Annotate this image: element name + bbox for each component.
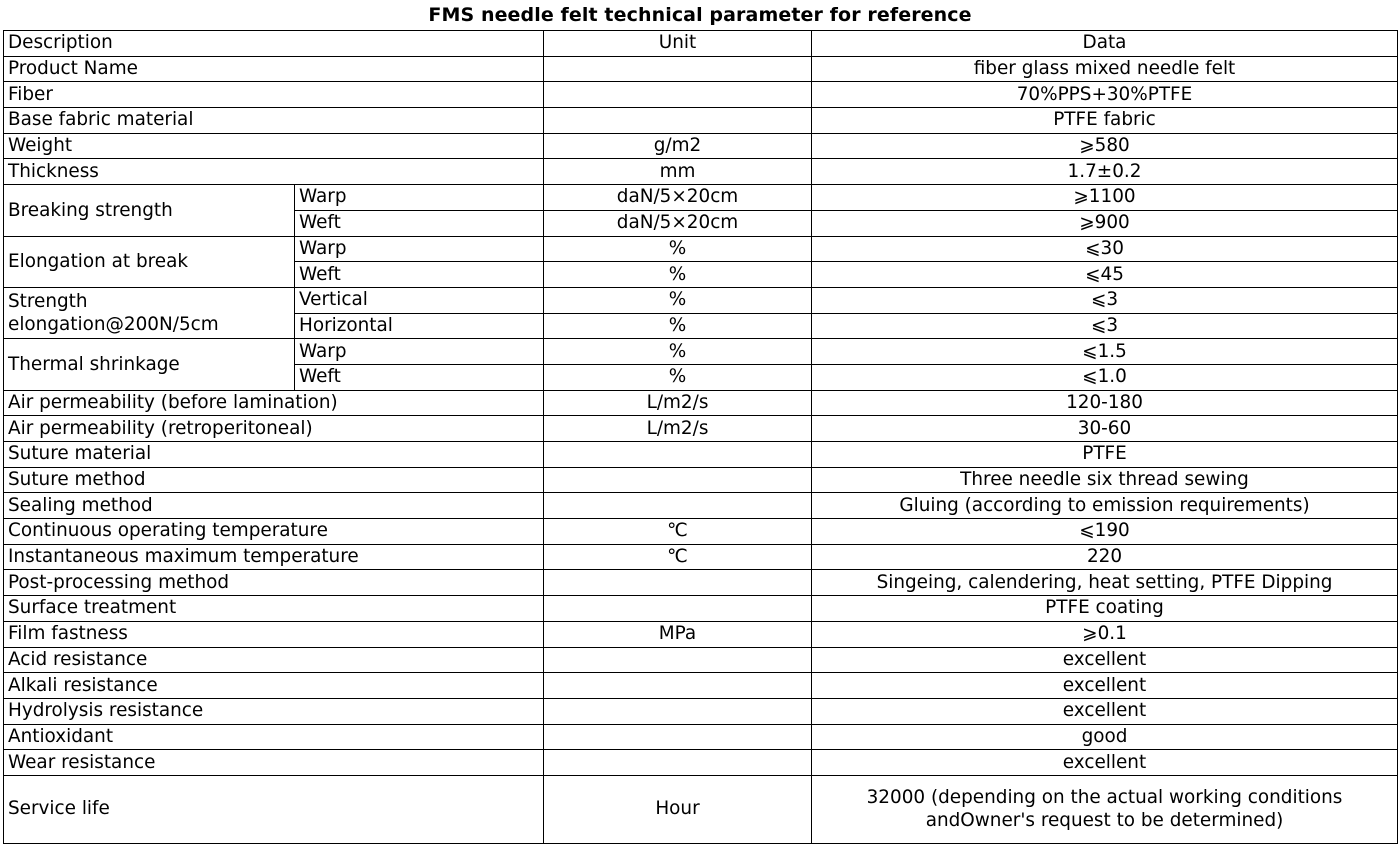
row-data: ⩽3	[812, 313, 1398, 339]
table-row	[4, 236, 1398, 262]
row-description: Post-processing method	[4, 570, 544, 596]
row-unit	[544, 647, 812, 673]
row-data: PTFE coating	[812, 596, 1398, 622]
table-row	[4, 467, 1398, 493]
table-row	[4, 56, 1398, 82]
table-row	[4, 621, 1398, 647]
row-description: Instantaneous maximum temperature	[4, 544, 544, 570]
row-data: Gluing (according to emission requirements)	[812, 493, 1398, 519]
row-data: ⩽190	[812, 519, 1398, 545]
sub-label: Weft	[295, 210, 544, 236]
row-data: Three needle six thread sewing	[812, 467, 1398, 493]
row-data: ⩾900	[812, 210, 1398, 236]
row-unit	[544, 698, 812, 724]
table-row	[4, 416, 1398, 442]
row-data: good	[812, 724, 1398, 750]
row-unit: L/m2/s	[544, 390, 812, 416]
sub-label: Horizontal	[295, 313, 544, 339]
row-data: 220	[812, 544, 1398, 570]
row-data: ⩾1100	[812, 185, 1398, 211]
table-row	[4, 775, 1398, 843]
row-description: Air permeability (before lamination)	[4, 390, 544, 416]
row-description: Product Name	[4, 56, 544, 82]
row-unit	[544, 442, 812, 468]
row-data: excellent	[812, 698, 1398, 724]
row-description: Suture method	[4, 467, 544, 493]
row-unit	[544, 570, 812, 596]
row-data: ⩽1.0	[812, 364, 1398, 390]
row-description: Weight	[4, 133, 544, 159]
group-description: Elongation at break	[4, 236, 295, 287]
table-row	[4, 339, 1398, 365]
row-description: Hydrolysis resistance	[4, 698, 544, 724]
group-description: Thermal shrinkage	[4, 339, 295, 390]
row-unit: %	[544, 236, 812, 262]
row-unit: ℃	[544, 544, 812, 570]
table-row	[4, 287, 1398, 313]
table-row	[4, 544, 1398, 570]
row-unit: ℃	[544, 519, 812, 545]
row-description: Service life	[4, 775, 544, 843]
row-description: Acid resistance	[4, 647, 544, 673]
table-row	[4, 570, 1398, 596]
row-data: ⩾0.1	[812, 621, 1398, 647]
table-row	[4, 82, 1398, 108]
row-unit: %	[544, 364, 812, 390]
row-description: Film fastness	[4, 621, 544, 647]
row-description: Base fabric material	[4, 108, 544, 134]
row-unit: daN/5×20cm	[544, 185, 812, 211]
table-row	[4, 159, 1398, 185]
sub-label: Warp	[295, 185, 544, 211]
row-description: Surface treatment	[4, 596, 544, 622]
row-data: ⩽1.5	[812, 339, 1398, 365]
header-data: Data	[812, 31, 1398, 57]
row-unit	[544, 82, 812, 108]
row-data: ⩽45	[812, 262, 1398, 288]
row-unit: MPa	[544, 621, 812, 647]
group-description: Breaking strength	[4, 185, 295, 236]
table-title: FMS needle felt technical parameter for reference	[428, 4, 972, 26]
table-row	[4, 493, 1398, 519]
table-row	[4, 442, 1398, 468]
row-data: 32000 (depending on the actual working conditions andOwner's request to be determined)	[812, 775, 1398, 843]
row-unit	[544, 467, 812, 493]
row-unit: %	[544, 339, 812, 365]
row-data: PTFE	[812, 442, 1398, 468]
row-unit	[544, 596, 812, 622]
row-unit: %	[544, 262, 812, 288]
table-row	[4, 519, 1398, 545]
table-row	[4, 185, 1398, 211]
row-data: ⩽3	[812, 287, 1398, 313]
row-unit: mm	[544, 159, 812, 185]
row-unit: Hour	[544, 775, 812, 843]
row-description: Suture material	[4, 442, 544, 468]
row-data: 70%PPS+30%PTFE	[812, 82, 1398, 108]
row-data: 120-180	[812, 390, 1398, 416]
row-unit: %	[544, 313, 812, 339]
row-data: Singeing, calendering, heat setting, PTFE Dipping	[812, 570, 1398, 596]
row-description: Continuous operating temperature	[4, 519, 544, 545]
row-data: excellent	[812, 647, 1398, 673]
row-unit	[544, 56, 812, 82]
table-row	[4, 750, 1398, 776]
sub-label: Warp	[295, 236, 544, 262]
row-unit	[544, 493, 812, 519]
row-description: Fiber	[4, 82, 544, 108]
group-description: Strength elongation@200N/5cm	[4, 287, 295, 338]
row-data: excellent	[812, 673, 1398, 699]
table-row	[4, 390, 1398, 416]
row-data: ⩽30	[812, 236, 1398, 262]
sub-label: Weft	[295, 262, 544, 288]
row-unit	[544, 750, 812, 776]
table-row	[4, 596, 1398, 622]
row-unit	[544, 108, 812, 134]
row-unit: g/m2	[544, 133, 812, 159]
table-row	[4, 108, 1398, 134]
row-data: 30-60	[812, 416, 1398, 442]
header-unit: Unit	[544, 31, 812, 57]
row-data: PTFE fabric	[812, 108, 1398, 134]
row-data: excellent	[812, 750, 1398, 776]
sub-label: Warp	[295, 339, 544, 365]
parameter-table	[3, 30, 1398, 844]
row-description: Antioxidant	[4, 724, 544, 750]
row-data: fiber glass mixed needle felt	[812, 56, 1398, 82]
table-row	[4, 133, 1398, 159]
header-description: Description	[4, 31, 544, 57]
row-unit: daN/5×20cm	[544, 210, 812, 236]
row-description: Air permeability (retroperitoneal)	[4, 416, 544, 442]
table-row	[4, 647, 1398, 673]
sub-label: Vertical	[295, 287, 544, 313]
table-row	[4, 673, 1398, 699]
table-row	[4, 724, 1398, 750]
row-unit	[544, 724, 812, 750]
row-description: Thickness	[4, 159, 544, 185]
row-data: 1.7±0.2	[812, 159, 1398, 185]
sub-label: Weft	[295, 364, 544, 390]
row-description: Alkali resistance	[4, 673, 544, 699]
row-description: Wear resistance	[4, 750, 544, 776]
row-unit: %	[544, 287, 812, 313]
header-row	[4, 31, 1398, 57]
row-data: ⩾580	[812, 133, 1398, 159]
row-description: Sealing method	[4, 493, 544, 519]
table-row	[4, 698, 1398, 724]
row-unit: L/m2/s	[544, 416, 812, 442]
row-unit	[544, 673, 812, 699]
